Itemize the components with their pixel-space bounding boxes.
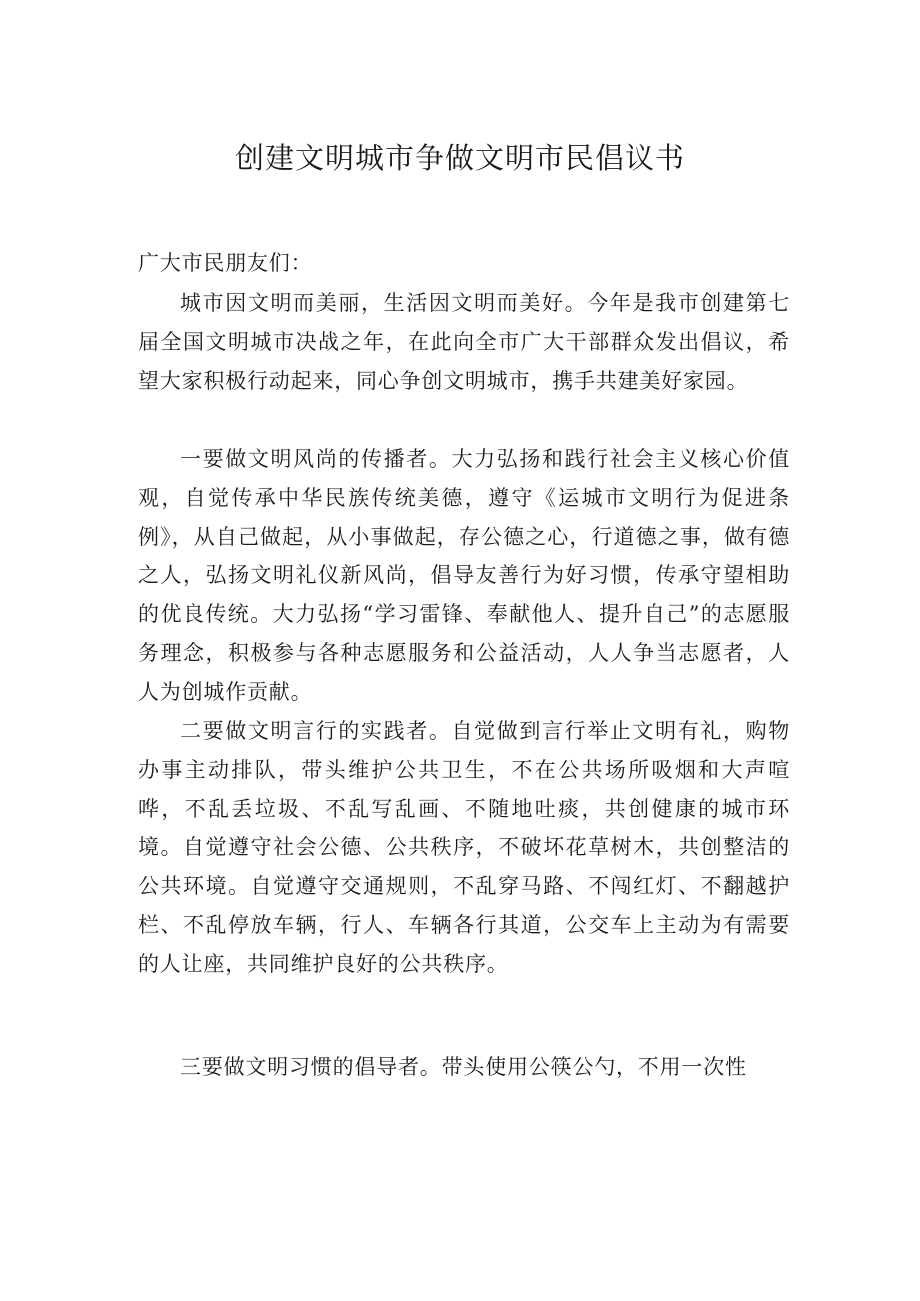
salutation: 广大市民朋友们： xyxy=(138,251,313,275)
paragraph-second-point: 二要做文明言行的实践者。自觉做到言行举止文明有礼，购物办事主动排队，带头维护公共卫生，不在公共场所吸烟和大声喧哗，不乱丢垃圾、不乱写乱画、不随地吐痰，共创健康的城市环境。自觉遵守社会公德、公共秩序，不破坏花草树木，共创整洁的公共环境。自觉遵守交通规则，不乱穿马路、不闯红灯、不翻越护栏、不乱停放车辆，行人、车辆各行其道，公交车上主动为有需要的人让座，共同维护良好的公共秩序。 xyxy=(138,719,790,976)
paragraph-intro: 城市因文明而美丽，生活因文明而美好。今年是我市创建第七届全国文明城市决战之年，在此向全市广大干部群众发出倡议，希望大家积极行动起来，同心争创文明城市，携手共建美好家园。 xyxy=(138,291,790,393)
paragraph-first-point: 一要做文明风尚的传播者。大力弘扬和践行社会主义核心价值观，自觉传承中华民族传统美德，遵守《运城市文明行为促进条例》，从自己做起，从小事做起，存公德之心，行道德之事，做有德之人，弘扬文明礼仪新风尚，倡导友善行为好习惯，传承守望相助的优良传统。大力弘扬“学习雷锋、奉献他人、提升自己”的志愿服务理念，积极参与各种志愿服务和公益活动，人人争当志愿者，人人为创城作贡献。 xyxy=(138,447,790,704)
paragraph-third-point: 三要做文明习惯的倡导者。带头使用公筷公勺，不用一次性 xyxy=(180,1055,747,1079)
document-title: 创建文明城市争做文明市民倡议书 xyxy=(234,141,685,175)
